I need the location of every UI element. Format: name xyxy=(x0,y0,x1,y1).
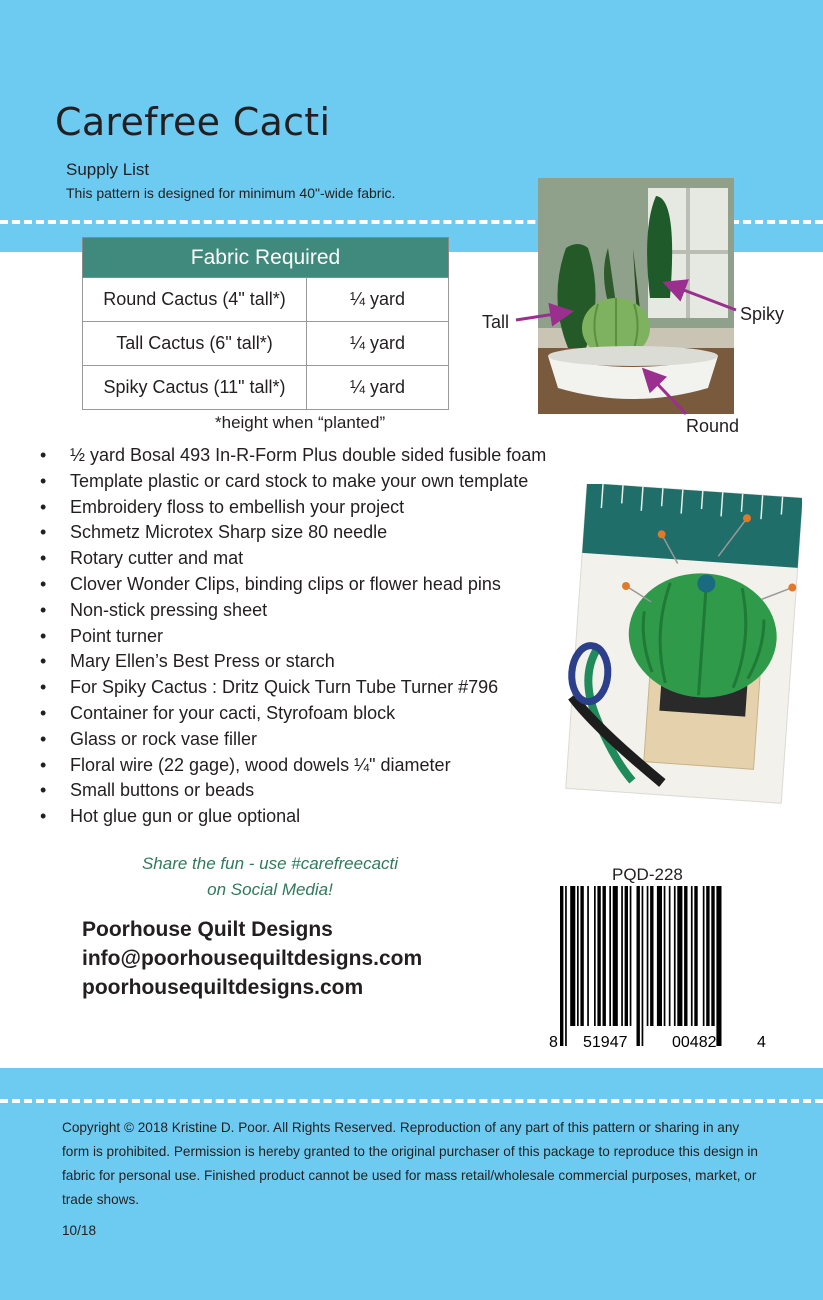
supply-item: Template plastic or card stock to make your own template xyxy=(70,470,529,491)
barcode-bar xyxy=(621,886,623,1026)
supply-list-heading: Supply List xyxy=(66,160,150,179)
table-row xyxy=(83,366,449,410)
supply-item: Clover Wonder Clips, binding clips or flower head pins xyxy=(70,573,501,594)
list-item xyxy=(40,443,546,469)
supply-item: Rotary cutter and mat xyxy=(70,548,244,569)
barcode-bar xyxy=(716,886,721,1046)
callout-tall: Tall xyxy=(482,312,510,332)
share-line-2: on Social Media! xyxy=(207,880,333,899)
social-share-message xyxy=(120,851,420,903)
pincushion-photo xyxy=(562,484,802,806)
company-website[interactable]: poorhousequiltdesigns.com xyxy=(82,976,364,999)
callout-spiky: Spiky xyxy=(740,304,785,324)
bullet: • xyxy=(40,470,47,491)
height-footnote: *height when “planted” xyxy=(215,413,386,432)
barcode-bar xyxy=(570,886,575,1026)
barcode-bar xyxy=(677,886,682,1026)
fabric-item: Spiky Cactus (11" tall*) xyxy=(83,366,307,410)
bullet: • xyxy=(40,522,47,543)
bullet: • xyxy=(40,445,47,465)
barcode-bar xyxy=(703,886,705,1026)
copyright-notice: Copyright © 2018 Kristine D. Poor. All Rights Reserved. Reproduction of any part of this pattern or sharing in any form is prohibited. Permission is hereby granted to the original purchaser of this package to reproduce this design in fabric for personal use. Finished product cannot be used for mass retail/wholesale commercial purposes, market, or trade shows. xyxy=(62,1120,758,1207)
bullet: • xyxy=(40,651,47,672)
barcode-digit-last: 4 xyxy=(757,1034,766,1051)
fabric-amount: ¼ yard xyxy=(307,278,449,322)
bullet: • xyxy=(40,754,47,775)
barcode-bar xyxy=(691,886,693,1026)
bullet: • xyxy=(40,702,47,723)
supply-item: Schmetz Microtex Sharp size 80 needle xyxy=(70,522,388,543)
barcode-bar xyxy=(674,886,676,1026)
supply-item: Hot glue gun or glue optional xyxy=(70,806,301,827)
barcode-bar xyxy=(560,886,563,1046)
barcode-bar xyxy=(711,886,714,1026)
barcode-bar xyxy=(587,886,589,1026)
share-line-1: Share the fun - use #carefreecacti xyxy=(141,854,399,873)
list-item xyxy=(40,753,546,779)
list-item xyxy=(40,804,546,830)
barcode-bar xyxy=(637,886,640,1046)
supply-item: Mary Ellen’s Best Press or starch xyxy=(70,651,335,672)
fabric-item: Tall Cactus (6" tall*) xyxy=(83,322,307,366)
dashed-divider-bottom xyxy=(0,1099,823,1103)
fabric-width-note: This pattern is designed for minimum 40"-wide fabric. xyxy=(66,185,396,201)
barcode-bar xyxy=(565,886,567,1046)
barcode-digit-first: 8 xyxy=(549,1034,558,1051)
list-item xyxy=(40,701,546,727)
barcode-bar xyxy=(630,886,632,1026)
fabric-amount: ¼ yard xyxy=(307,366,449,410)
barcode-bar xyxy=(577,886,579,1026)
company-email[interactable]: info@poorhousequiltdesigns.com xyxy=(82,947,423,970)
supply-item: Non-stick pressing sheet xyxy=(70,599,268,620)
list-item xyxy=(40,572,546,598)
list-item xyxy=(40,727,546,753)
list-item xyxy=(40,520,546,546)
bullet: • xyxy=(40,599,47,620)
barcode-bar xyxy=(650,886,653,1026)
supply-item: Floral wire (22 gage), wood dowels ¼" diameter xyxy=(70,754,451,775)
fabric-item: Round Cactus (4" tall*) xyxy=(83,278,307,322)
supply-item: Container for your cacti, Styrofoam block xyxy=(70,702,396,723)
supply-list xyxy=(40,443,546,830)
barcode-group-right: 00482 xyxy=(672,1034,717,1051)
supply-item: ½ yard Bosal 493 In-R-Form Plus double sided fusible foam xyxy=(70,445,547,465)
supply-item: Embroidery floss to embellish your project xyxy=(70,496,405,517)
list-item xyxy=(40,675,546,701)
barcode-bar xyxy=(706,886,709,1026)
fabric-table-heading: Fabric Required xyxy=(83,238,449,278)
barcode-bar xyxy=(609,886,611,1026)
supply-item: Glass or rock vase filler xyxy=(70,728,258,749)
list-item xyxy=(40,778,546,804)
list-item xyxy=(40,495,546,521)
pattern-title: Carefree Cacti xyxy=(55,100,331,144)
cacti-bowl-photo xyxy=(538,178,734,414)
callout-round: Round xyxy=(686,416,740,436)
list-item xyxy=(40,598,546,624)
barcode-bar xyxy=(625,886,628,1026)
publication-date: 10/18 xyxy=(62,1223,97,1238)
bullet: • xyxy=(40,806,47,827)
supply-item: Point turner xyxy=(70,625,164,646)
supply-item: For Spiky Cactus : Dritz Quick Turn Tube Turner #796 xyxy=(70,677,499,698)
bullet: • xyxy=(40,728,47,749)
bullet: • xyxy=(40,573,47,594)
fabric-amount: ¼ yard xyxy=(307,322,449,366)
barcode-bar xyxy=(603,886,606,1026)
list-item xyxy=(40,469,546,495)
bullet: • xyxy=(40,625,47,646)
upc-barcode xyxy=(548,884,766,1052)
table-row xyxy=(83,322,449,366)
barcode-bar xyxy=(694,886,697,1026)
barcode-bar xyxy=(594,886,596,1026)
bullet: • xyxy=(40,677,47,698)
barcode-bar xyxy=(647,886,649,1026)
barcode-group-left: 51947 xyxy=(583,1034,628,1051)
table-row xyxy=(83,278,449,322)
list-item xyxy=(40,546,546,572)
bullet: • xyxy=(40,496,47,517)
barcode-bar xyxy=(580,886,583,1026)
barcode-bar xyxy=(613,886,618,1026)
list-item xyxy=(40,649,546,675)
barcode-bar xyxy=(642,886,644,1046)
list-item xyxy=(40,624,546,650)
barcode-bar xyxy=(684,886,687,1026)
barcode-bar xyxy=(664,886,666,1026)
company-name: Poorhouse Quilt Designs xyxy=(82,918,333,941)
fabric-required-table xyxy=(82,237,449,410)
product-sku: PQD-228 xyxy=(612,865,683,884)
barcode-bar xyxy=(669,886,671,1026)
barcode-bar xyxy=(597,886,600,1026)
barcode-bar xyxy=(657,886,662,1026)
bullet: • xyxy=(40,780,47,801)
bullet: • xyxy=(40,548,47,569)
company-info xyxy=(82,915,422,1002)
supply-item: Small buttons or beads xyxy=(70,780,255,801)
